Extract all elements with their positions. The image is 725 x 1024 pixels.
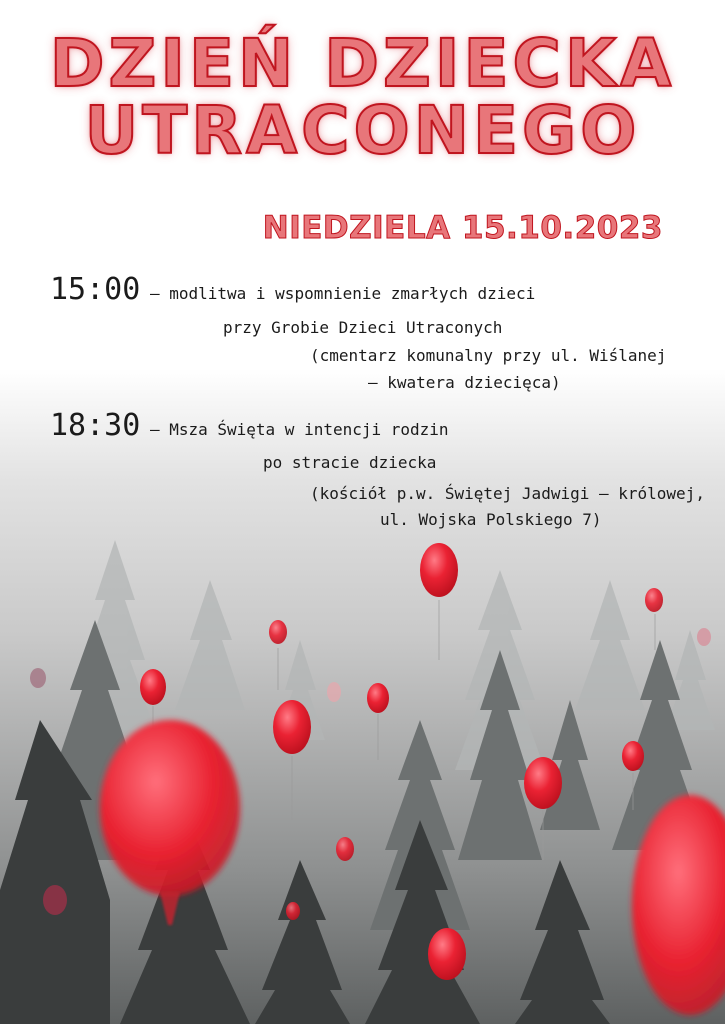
event-2-description: – Msza Święta w intencji rodzin bbox=[140, 420, 449, 439]
event-2-heading bbox=[50, 408, 449, 443]
poster-title-line-1: DZIEŃ DZIECKA bbox=[49, 25, 676, 102]
event-1-detail-line: – kwatera dziecięca) bbox=[368, 373, 561, 392]
event-1-description: – modlitwa i wspomnienie zmarłych dzieci bbox=[140, 284, 536, 303]
event-2-detail-line: ul. Wojska Polskiego 7) bbox=[380, 510, 602, 529]
event-1-time: 15:00 bbox=[50, 272, 141, 307]
event-2-detail-line: (kościół p.w. Świętej Jadwigi – królowej, bbox=[310, 484, 705, 503]
event-1-heading bbox=[50, 272, 535, 307]
event-1-detail-line: (cmentarz komunalny przy ul. Wiślanej bbox=[310, 346, 667, 365]
event-2-detail-line: po stracie dziecka bbox=[263, 453, 437, 472]
poster-title-line-2: UTRACONEGO bbox=[84, 92, 641, 169]
event-2-time: 18:30 bbox=[50, 408, 141, 443]
event-1-detail-line: przy Grobie Dzieci Utraconych bbox=[223, 318, 503, 337]
event-date: NIEDZIELA 15.10.2023 bbox=[262, 210, 663, 246]
